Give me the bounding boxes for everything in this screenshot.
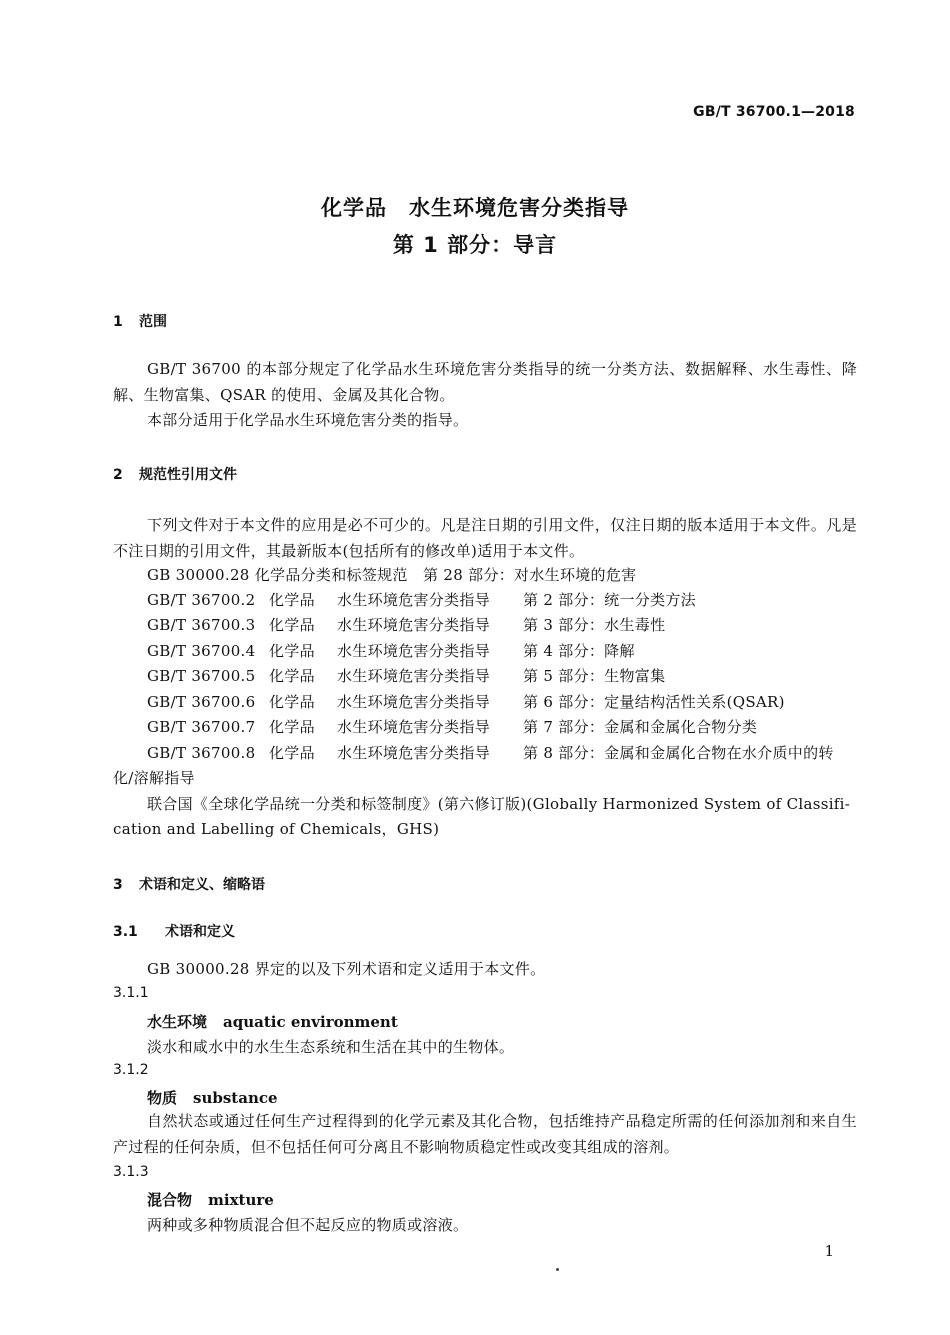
ref-title: 水生环境危害分类指导 bbox=[337, 667, 491, 685]
subsection-paragraph: GB 30000.28 界定的以及下列术语和定义适用于本文件。 bbox=[147, 960, 546, 978]
section-title: 术语和定义、缩略语 bbox=[139, 877, 265, 893]
ref-code: GB/T 36700.5 bbox=[147, 667, 256, 685]
ref-title: 水生环境危害分类指导 bbox=[337, 642, 491, 660]
term-definition: 淡水和咸水中的水生生态系统和生活在其中的生物体。 bbox=[147, 1038, 515, 1056]
term-number: 3.1.3 bbox=[113, 1164, 149, 1180]
section-1-paragraph: GB/T 36700 的本部分规定了化学品水生环境危害分类指导的统一分类方法、数据解释、水生毒性、降解、生物富集、QSAR 的使用、金属及其化合物。 bbox=[113, 360, 857, 404]
scan-speck bbox=[556, 1268, 559, 1271]
ref-title: 水生环境危害分类指导 bbox=[337, 693, 491, 711]
section-number: 2 bbox=[113, 467, 123, 483]
term-definition: 两种或多种物质混合但不起反应的物质或溶液。 bbox=[147, 1216, 469, 1234]
ref-category: 化学品 bbox=[269, 744, 315, 762]
ref-category: 化学品 bbox=[269, 591, 315, 609]
term-english: substance bbox=[193, 1089, 278, 1107]
term-definition: 自然状态或通过任何生产过程得到的化学元素及其化合物，包括维持产品稳定所需的任何添加剂和来自生产过程的任何杂质，但不包括任何可分离且不影响物质稳定性或改变其组成的溶剂。 bbox=[113, 1112, 857, 1156]
term-entry bbox=[147, 1087, 278, 1108]
ref-part: 第 4 部分：降解 bbox=[523, 642, 635, 660]
page-number: 1 bbox=[824, 1242, 834, 1260]
section-3-heading bbox=[113, 874, 265, 894]
ref-part: 第 3 部分：水生毒性 bbox=[523, 616, 666, 634]
ref-title: 水生环境危害分类指导 bbox=[337, 591, 491, 609]
term-chinese: 水生环境 bbox=[147, 1013, 208, 1031]
ref-title: 水生环境危害分类指导 bbox=[337, 718, 491, 736]
ghs-reference-continuation: cation and Labelling of Chemicals，GHS) bbox=[113, 820, 440, 838]
subsection-number: 3.1 bbox=[113, 924, 138, 940]
ref-part: 第 8 部分：金属和金属化合物在水介质中的转 bbox=[523, 744, 834, 762]
reference-line bbox=[147, 589, 696, 610]
ref-code: GB/T 36700.3 bbox=[147, 616, 256, 634]
section-number: 3 bbox=[113, 877, 123, 893]
ref-category: 化学品 bbox=[269, 642, 315, 660]
ref-code: GB/T 36700.6 bbox=[147, 693, 256, 711]
reference-line-continuation: 化/溶解指导 bbox=[113, 769, 195, 787]
ghs-reference: 联合国《全球化学品统一分类和标签制度》(第六修订版)(Globally Harmonized System of Classifi- bbox=[147, 795, 851, 813]
term-number: 3.1.2 bbox=[113, 1062, 149, 1078]
reference-line bbox=[147, 691, 785, 712]
reference-line bbox=[147, 742, 834, 763]
reference-line bbox=[147, 665, 665, 686]
section-title: 规范性引用文件 bbox=[139, 467, 237, 483]
ref-code: GB/T 36700.7 bbox=[147, 718, 256, 736]
ref-code: GB/T 36700.2 bbox=[147, 591, 256, 609]
section-title: 范围 bbox=[139, 314, 167, 330]
term-english: mixture bbox=[208, 1191, 274, 1209]
section-2-heading bbox=[113, 464, 237, 484]
document-subtitle: 第 1 部分：导言 bbox=[392, 233, 558, 257]
section-number: 1 bbox=[113, 314, 123, 330]
term-number: 3.1.1 bbox=[113, 985, 149, 1001]
document-title: 化学品 水生环境危害分类指导 bbox=[321, 196, 629, 220]
ref-part: 第 2 部分：统一分类方法 bbox=[523, 591, 696, 609]
ref-category: 化学品 bbox=[269, 667, 315, 685]
reference-line: GB 30000.28 化学品分类和标签规范 第 28 部分：对水生环境的危害 bbox=[147, 566, 637, 584]
ref-category: 化学品 bbox=[269, 693, 315, 711]
ref-title: 水生环境危害分类指导 bbox=[337, 616, 491, 634]
ref-title: 水生环境危害分类指导 bbox=[337, 744, 491, 762]
reference-line bbox=[147, 640, 635, 661]
subsection-3-1-heading bbox=[113, 921, 235, 941]
reference-line bbox=[147, 716, 757, 737]
section-1-heading bbox=[113, 311, 167, 331]
ref-category: 化学品 bbox=[269, 718, 315, 736]
term-entry bbox=[147, 1189, 274, 1210]
ref-code: GB/T 36700.4 bbox=[147, 642, 256, 660]
term-entry bbox=[147, 1011, 398, 1032]
term-chinese: 混合物 bbox=[147, 1191, 193, 1209]
ref-part: 第 6 部分：定量结构活性关系(QSAR) bbox=[523, 693, 785, 711]
term-english: aquatic environment bbox=[223, 1013, 398, 1031]
subsection-title: 术语和定义 bbox=[165, 924, 235, 940]
reference-line bbox=[147, 614, 665, 635]
standard-code: GB/T 36700.1—2018 bbox=[693, 104, 855, 120]
ref-part: 第 5 部分：生物富集 bbox=[523, 667, 666, 685]
ref-part: 第 7 部分：金属和金属化合物分类 bbox=[523, 718, 758, 736]
ref-category: 化学品 bbox=[269, 616, 315, 634]
ref-code: GB/T 36700.8 bbox=[147, 744, 256, 762]
term-chinese: 物质 bbox=[147, 1089, 178, 1107]
section-2-paragraph: 下列文件对于本文件的应用是必不可少的。凡是注日期的引用文件，仅注日期的版本适用于本文件。凡是不注日期的引用文件，其最新版本(包括所有的修改单)适用于本文件。 bbox=[113, 516, 857, 560]
section-1-paragraph: 本部分适用于化学品水生环境危害分类的指导。 bbox=[147, 411, 469, 429]
